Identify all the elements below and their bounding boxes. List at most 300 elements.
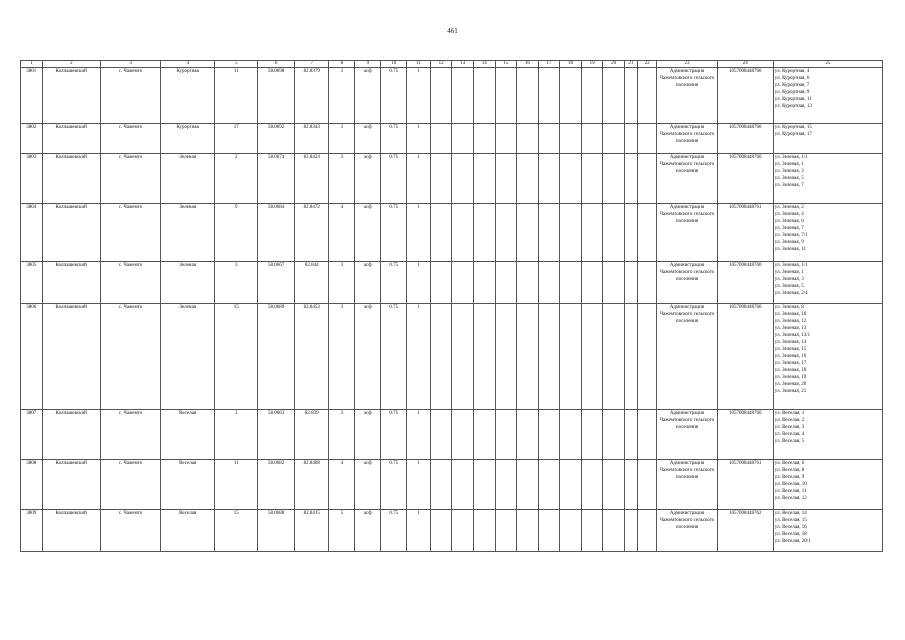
cell-lat: 58.0688 — [258, 510, 295, 552]
cell-street: Курортная — [161, 124, 215, 154]
empty-cell — [430, 154, 452, 204]
cell-lon: 82.8408 — [294, 460, 329, 510]
address-line: ул. Зеленая, 6 — [774, 219, 804, 224]
empty-cell — [495, 68, 517, 124]
cell-street: Веселая — [161, 510, 215, 552]
cell-lat: 58.0689 — [258, 304, 295, 410]
cell-count: 3 — [329, 124, 355, 154]
cell-number: 3 — [215, 262, 258, 304]
address-line: ул. Зеленая, 1/1 — [774, 263, 808, 268]
empty-cell — [637, 410, 656, 460]
header-cell: 17 — [538, 61, 560, 68]
cell-lat: 58.0698 — [258, 68, 295, 124]
empty-cell — [538, 154, 560, 204]
cell-district: Колпашевский — [42, 460, 100, 510]
address-line: ул. Зеленая, 16 — [774, 354, 807, 359]
cell-qty: 1 — [407, 124, 431, 154]
empty-cell — [430, 510, 452, 552]
cell-ogrn: 1057008448760 — [717, 304, 773, 410]
header-cell: 14 — [474, 61, 496, 68]
empty-cell — [637, 510, 656, 552]
empty-cell — [560, 304, 582, 410]
empty-cell — [637, 262, 656, 304]
empty-cell — [624, 124, 637, 154]
address-line: ул. Зеленая, 10 — [774, 312, 807, 317]
cell-volume: 0.75 — [381, 262, 407, 304]
cell-ogrn: 1057008448760 — [717, 68, 773, 124]
header-cell: 8 — [329, 61, 355, 68]
address-line: ул. Веселая, 11 — [774, 489, 807, 494]
address-line: ул. Курортная, 7 — [774, 83, 810, 88]
cell-admin: Администрация Чажемтовского сельского поселения — [657, 262, 717, 304]
empty-cell — [581, 124, 603, 154]
address-line: ул. Веселая, 4 — [774, 432, 805, 437]
header-cell: 5 — [215, 61, 258, 68]
cell-qty: 1 — [407, 154, 431, 204]
cell-surface: асф — [355, 204, 381, 262]
empty-cell — [452, 124, 474, 154]
address-line: ул. Веселая, 16 — [774, 525, 807, 530]
empty-cell — [474, 304, 496, 410]
empty-cell — [430, 410, 452, 460]
address-line: ул. Зеленая, 4 — [774, 212, 804, 217]
cell-lon: 82.844 — [294, 262, 329, 304]
header-cell: 6 — [258, 61, 295, 68]
address-line: ул. Зеленая, 9 — [774, 240, 804, 245]
empty-cell — [538, 510, 560, 552]
cell-addresses — [773, 304, 882, 410]
address-line: ул. Курортная, 4 — [774, 69, 810, 74]
empty-cell — [624, 304, 637, 410]
empty-cell — [538, 410, 560, 460]
empty-cell — [495, 204, 517, 262]
empty-cell — [624, 68, 637, 124]
empty-cell — [637, 68, 656, 124]
cell-locality: с. Чажемто — [100, 262, 160, 304]
empty-cell — [637, 460, 656, 510]
address-line: ул. Зеленая, 14 — [774, 340, 807, 345]
empty-cell — [452, 304, 474, 410]
cell-street: Веселая — [161, 460, 215, 510]
address-line: ул. Зеленая, 7/1 — [774, 233, 808, 238]
cell-number: 3 — [215, 410, 258, 460]
table-row — [21, 154, 883, 204]
cell-count: 3 — [329, 410, 355, 460]
cell-number: 17 — [215, 124, 258, 154]
cell-admin: Администрация Чажемтовского сельского поселения — [657, 204, 717, 262]
header-cell: 9 — [355, 61, 381, 68]
empty-cell — [452, 510, 474, 552]
empty-cell — [495, 124, 517, 154]
cell-addresses — [773, 154, 882, 204]
header-cell: 3 — [100, 61, 160, 68]
empty-cell — [637, 204, 656, 262]
cell-locality: с. Чажемто — [100, 460, 160, 510]
cell-street: Зеленая — [161, 154, 215, 204]
cell-addresses — [773, 124, 882, 154]
empty-cell — [560, 460, 582, 510]
header-cell: 2 — [42, 61, 100, 68]
cell-volume: 0.75 — [381, 154, 407, 204]
empty-cell — [581, 304, 603, 410]
header-cell: 4 — [161, 61, 215, 68]
address-line: ул. Зеленая, 2/4 — [774, 291, 808, 296]
table-row — [21, 510, 883, 552]
empty-cell — [624, 460, 637, 510]
empty-cell — [430, 460, 452, 510]
address-line: ул. Веселая, 18 — [774, 532, 807, 537]
cell-n: 3805 — [21, 262, 43, 304]
cell-volume: 0.75 — [381, 304, 407, 410]
cell-number: 15 — [215, 304, 258, 410]
header-cell: 11 — [407, 61, 431, 68]
empty-cell — [452, 204, 474, 262]
empty-cell — [624, 510, 637, 552]
cell-district: Колпашевский — [42, 262, 100, 304]
header-row — [21, 61, 883, 68]
cell-number: 15 — [215, 510, 258, 552]
address-line: ул. Веселая, 14 — [774, 511, 807, 516]
page-number: 461 — [447, 27, 458, 35]
cell-lon: 82.839 — [294, 410, 329, 460]
empty-cell — [581, 68, 603, 124]
cell-addresses — [773, 68, 882, 124]
address-line: ул. Зеленая, 2 — [774, 205, 804, 210]
empty-cell — [495, 460, 517, 510]
empty-cell — [495, 262, 517, 304]
cell-admin: Администрация Чажемтовского сельского поселения — [657, 460, 717, 510]
address-line: ул. Курортная, 6 — [774, 76, 810, 81]
cell-surface: асф — [355, 510, 381, 552]
cell-admin: Администрация Чажемтовского сельского поселения — [657, 124, 717, 154]
empty-cell — [452, 154, 474, 204]
address-line: ул. Зеленая, 3 — [774, 277, 804, 282]
address-line: ул. Веселая, 6 — [774, 461, 805, 466]
cell-qty: 1 — [407, 304, 431, 410]
cell-lat: 58.0692 — [258, 124, 295, 154]
empty-cell — [560, 124, 582, 154]
cell-number: 9 — [215, 204, 258, 262]
empty-cell — [495, 410, 517, 460]
table-row — [21, 262, 883, 304]
empty-cell — [560, 204, 582, 262]
address-line: ул. Веселая, 3 — [774, 425, 805, 430]
empty-cell — [474, 510, 496, 552]
empty-cell — [538, 68, 560, 124]
cell-addresses — [773, 410, 882, 460]
empty-cell — [560, 68, 582, 124]
empty-cell — [560, 510, 582, 552]
cell-count: 5 — [329, 510, 355, 552]
cell-n: 3808 — [21, 460, 43, 510]
cell-n: 3803 — [21, 154, 43, 204]
cell-n: 3806 — [21, 304, 43, 410]
cell-volume: 0.75 — [381, 68, 407, 124]
address-line: ул. Зеленая, 19 — [774, 375, 807, 380]
cell-surface: асф — [355, 304, 381, 410]
header-cell: 12 — [430, 61, 452, 68]
empty-cell — [430, 204, 452, 262]
header-cell: 20 — [603, 61, 625, 68]
empty-cell — [581, 410, 603, 460]
empty-cell — [637, 124, 656, 154]
table-row — [21, 68, 883, 124]
cell-n: 3804 — [21, 204, 43, 262]
empty-cell — [495, 304, 517, 410]
header-cell: 1 — [21, 61, 43, 68]
empty-cell — [538, 204, 560, 262]
header-cell: 21 — [624, 61, 637, 68]
cell-admin: Администрация Чажемтовского сельского поселения — [657, 510, 717, 552]
empty-cell — [538, 124, 560, 154]
cell-volume: 0.75 — [381, 510, 407, 552]
empty-cell — [517, 68, 539, 124]
empty-cell — [637, 304, 656, 410]
cell-volume: 0.75 — [381, 204, 407, 262]
cell-count: 4 — [329, 460, 355, 510]
cell-admin: Администрация Чажемтовского сельского поселения — [657, 68, 717, 124]
cell-n: 3802 — [21, 124, 43, 154]
cell-number: 11 — [215, 68, 258, 124]
empty-cell — [581, 262, 603, 304]
empty-cell — [517, 410, 539, 460]
cell-count: 3 — [329, 68, 355, 124]
registry-table — [20, 60, 883, 552]
address-line: ул. Веселая, 10 — [774, 482, 807, 487]
table-row — [21, 124, 883, 154]
table-row — [21, 410, 883, 460]
empty-cell — [637, 154, 656, 204]
cell-number: 2 — [215, 154, 258, 204]
cell-lat: 58.0674 — [258, 154, 295, 204]
cell-n: 3801 — [21, 68, 43, 124]
cell-street: Зеленая — [161, 262, 215, 304]
header-cell: 25 — [773, 61, 882, 68]
cell-lon: 82.8472 — [294, 204, 329, 262]
address-line: ул. Зеленая, 1 — [774, 270, 804, 275]
cell-locality: с. Чажемто — [100, 410, 160, 460]
cell-lat: 58.0684 — [258, 204, 295, 262]
empty-cell — [581, 204, 603, 262]
address-line: ул. Зеленая, 7 — [774, 226, 804, 231]
empty-cell — [581, 460, 603, 510]
cell-district: Колпашевский — [42, 304, 100, 410]
address-line: ул. Зеленая, 13/1 — [774, 333, 811, 338]
address-line: ул. Зеленая, 5 — [774, 176, 804, 181]
header-cell: 13 — [452, 61, 474, 68]
empty-cell — [603, 510, 625, 552]
empty-cell — [624, 204, 637, 262]
address-line: ул. Курортная, 13 — [774, 104, 812, 109]
empty-cell — [538, 460, 560, 510]
empty-cell — [430, 124, 452, 154]
table-row — [21, 460, 883, 510]
cell-lon: 82.8343 — [294, 124, 329, 154]
cell-district: Колпашевский — [42, 204, 100, 262]
cell-locality: с. Чажемто — [100, 510, 160, 552]
cell-ogrn: 1057008448762 — [717, 510, 773, 552]
empty-cell — [517, 124, 539, 154]
empty-cell — [603, 304, 625, 410]
header-cell: 23 — [657, 61, 717, 68]
cell-qty: 1 — [407, 262, 431, 304]
empty-cell — [495, 510, 517, 552]
cell-district: Колпашевский — [42, 510, 100, 552]
cell-admin: Администрация Чажемтовского сельского поселения — [657, 304, 717, 410]
empty-cell — [517, 510, 539, 552]
empty-cell — [452, 410, 474, 460]
empty-cell — [538, 262, 560, 304]
cell-district: Колпашевский — [42, 68, 100, 124]
address-line: ул. Зеленая, 15 — [774, 347, 807, 352]
cell-qty: 1 — [407, 460, 431, 510]
cell-volume: 0.75 — [381, 460, 407, 510]
address-line: ул. Курортная, 9 — [774, 90, 810, 95]
address-line: ул. Зеленая, 1/1 — [774, 155, 808, 160]
address-line: ул. Зеленая, 1 — [774, 162, 804, 167]
empty-cell — [452, 262, 474, 304]
header-cell: 22 — [637, 61, 656, 68]
address-line: ул. Веселая, 8 — [774, 468, 805, 473]
header-cell: 10 — [381, 61, 407, 68]
cell-ogrn: 1057008448760 — [717, 410, 773, 460]
empty-cell — [474, 410, 496, 460]
cell-locality: с. Чажемто — [100, 304, 160, 410]
cell-ogrn: 1057008448760 — [717, 262, 773, 304]
cell-surface: асф — [355, 154, 381, 204]
empty-cell — [452, 68, 474, 124]
empty-cell — [474, 204, 496, 262]
cell-qty: 1 — [407, 68, 431, 124]
address-line: ул. Зеленая, 11 — [774, 247, 807, 252]
table-row — [21, 304, 883, 410]
address-line: ул. Зеленая, 3 — [774, 169, 804, 174]
empty-cell — [603, 410, 625, 460]
cell-n: 3807 — [21, 410, 43, 460]
empty-cell — [624, 262, 637, 304]
empty-cell — [538, 304, 560, 410]
address-line: ул. Веселая, 20/1 — [774, 539, 811, 544]
cell-lat: 58.0667 — [258, 262, 295, 304]
address-line: ул. Зеленая, 8 — [774, 305, 804, 310]
empty-cell — [603, 460, 625, 510]
empty-cell — [430, 68, 452, 124]
cell-locality: с. Чажемто — [100, 68, 160, 124]
cell-addresses — [773, 510, 882, 552]
empty-cell — [495, 154, 517, 204]
empty-cell — [474, 262, 496, 304]
header-cell: 7 — [294, 61, 329, 68]
header-cell: 19 — [581, 61, 603, 68]
cell-ogrn: 1057008448761 — [717, 460, 773, 510]
empty-cell — [560, 410, 582, 460]
cell-street: Зеленая — [161, 204, 215, 262]
cell-locality: с. Чажемто — [100, 154, 160, 204]
cell-addresses — [773, 460, 882, 510]
cell-surface: асф — [355, 460, 381, 510]
cell-volume: 0.75 — [381, 410, 407, 460]
cell-surface: асф — [355, 262, 381, 304]
empty-cell — [474, 124, 496, 154]
header-cell: 16 — [517, 61, 539, 68]
cell-surface: асф — [355, 124, 381, 154]
cell-qty: 1 — [407, 410, 431, 460]
empty-cell — [624, 410, 637, 460]
address-line: ул. Веселая, 9 — [774, 475, 805, 480]
empty-cell — [517, 262, 539, 304]
cell-lon: 82.8453 — [294, 304, 329, 410]
cell-number: 11 — [215, 460, 258, 510]
cell-addresses — [773, 262, 882, 304]
empty-cell — [474, 154, 496, 204]
address-line: ул. Веселая, 15 — [774, 518, 807, 523]
header-cell: 18 — [560, 61, 582, 68]
cell-ogrn: 1057008448761 — [717, 204, 773, 262]
cell-street: Курортная — [161, 68, 215, 124]
address-line: ул. Зеленая, 20 — [774, 382, 807, 387]
address-line: ул. Веселая, 1 — [774, 411, 805, 416]
cell-lat: 58.0682 — [258, 460, 295, 510]
cell-district: Колпашевский — [42, 410, 100, 460]
empty-cell — [603, 262, 625, 304]
empty-cell — [452, 460, 474, 510]
cell-locality: с. Чажемто — [100, 204, 160, 262]
empty-cell — [603, 68, 625, 124]
empty-cell — [603, 154, 625, 204]
cell-surface: асф — [355, 68, 381, 124]
empty-cell — [517, 204, 539, 262]
empty-cell — [430, 304, 452, 410]
address-line: ул. Зеленая, 5 — [774, 284, 804, 289]
address-line: ул. Зеленая, 7 — [774, 183, 804, 188]
address-line: ул. Зеленая, 21 — [774, 389, 807, 394]
empty-cell — [517, 304, 539, 410]
address-line: ул. Веселая, 2 — [774, 418, 805, 423]
address-line: ул. Зеленая, 17 — [774, 361, 807, 366]
empty-cell — [581, 154, 603, 204]
cell-street: Веселая — [161, 410, 215, 460]
cell-lon: 82.8424 — [294, 154, 329, 204]
cell-volume: 0.75 — [381, 124, 407, 154]
address-line: ул. Курортная, 17 — [774, 132, 812, 137]
cell-ogrn: 1057008448760 — [717, 154, 773, 204]
cell-n: 3809 — [21, 510, 43, 552]
address-line: ул. Зеленая, 18 — [774, 368, 807, 373]
cell-qty: 1 — [407, 204, 431, 262]
header-cell: 15 — [495, 61, 517, 68]
cell-surface: асф — [355, 410, 381, 460]
empty-cell — [581, 510, 603, 552]
empty-cell — [474, 460, 496, 510]
empty-cell — [603, 124, 625, 154]
empty-cell — [624, 154, 637, 204]
cell-lon: 82.8415 — [294, 510, 329, 552]
cell-count: 3 — [329, 154, 355, 204]
empty-cell — [474, 68, 496, 124]
table-row — [21, 204, 883, 262]
cell-addresses — [773, 204, 882, 262]
address-line: ул. Зеленая, 13 — [774, 326, 807, 331]
address-line: ул. Веселая, 5 — [774, 439, 805, 444]
address-line: ул. Веселая, 12 — [774, 496, 807, 501]
empty-cell — [560, 154, 582, 204]
cell-lat: 58.0663 — [258, 410, 295, 460]
cell-admin: Администрация Чажемтовского сельского поселения — [657, 154, 717, 204]
cell-ogrn: 1057008448760 — [717, 124, 773, 154]
empty-cell — [430, 262, 452, 304]
empty-cell — [603, 204, 625, 262]
address-line: ул. Курортная, 11 — [774, 97, 812, 102]
